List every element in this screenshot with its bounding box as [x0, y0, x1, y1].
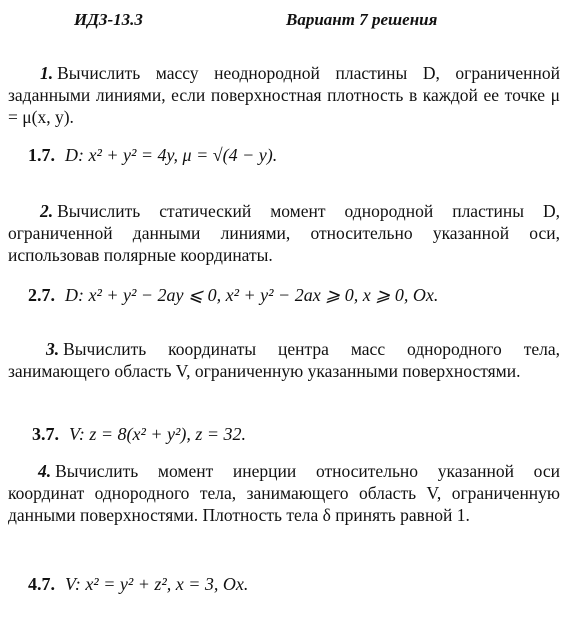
problem-number: 1.	[40, 63, 54, 83]
problem-text: Вычислить момент инерции относительно указанной оси координат однородного тела, занимающего область V, ограниченную данными поверхностями. Плотность тела δ принять равной 1.	[8, 461, 560, 525]
task-formula: V: z = 8(x² + y²), z = 32.	[69, 424, 247, 444]
problem-text: Вычислить массу неоднородной пластины D, ограниченной заданными линиями, если поверхностная плотность в каждой ее точке μ = μ(x, y).	[8, 63, 560, 127]
problem-4-statement	[8, 460, 560, 526]
task-number: 3.7.	[32, 424, 59, 444]
problem-1-task	[28, 145, 277, 166]
problem-text: Вычислить статический момент однородной пластины D, ограниченной данными линиями, относительно указанной оси, использовав полярные координаты.	[8, 201, 560, 265]
variant-title: Вариант 7 решения	[286, 10, 438, 29]
task-number: 2.7.	[28, 285, 55, 305]
problem-3-statement	[8, 338, 560, 382]
problem-2-task	[28, 285, 438, 306]
problem-text: Вычислить координаты центра масс однородного тела, занимающего область V, ограниченную указанными поверхностями.	[8, 339, 560, 381]
task-number: 4.7.	[28, 574, 55, 594]
problem-4-task	[28, 574, 248, 595]
problem-2-statement	[8, 200, 560, 266]
problem-number: 2.	[40, 201, 54, 221]
task-formula: D: x² + y² = 4y, μ = √(4 − y).	[65, 145, 278, 165]
task-number: 1.7.	[28, 145, 55, 165]
problem-number: 4.	[38, 461, 52, 481]
problem-3-task	[32, 424, 246, 445]
assignment-id: ИДЗ-13.3	[74, 10, 143, 29]
task-formula: D: x² + y² − 2ay ⩽ 0, x² + y² − 2ax ⩾ 0, x ⩾ 0, Ox.	[65, 285, 439, 305]
problem-1-statement	[8, 62, 560, 128]
task-formula: V: x² = y² + z², x = 3, Ox.	[65, 574, 249, 594]
problem-number: 3.	[46, 339, 60, 359]
